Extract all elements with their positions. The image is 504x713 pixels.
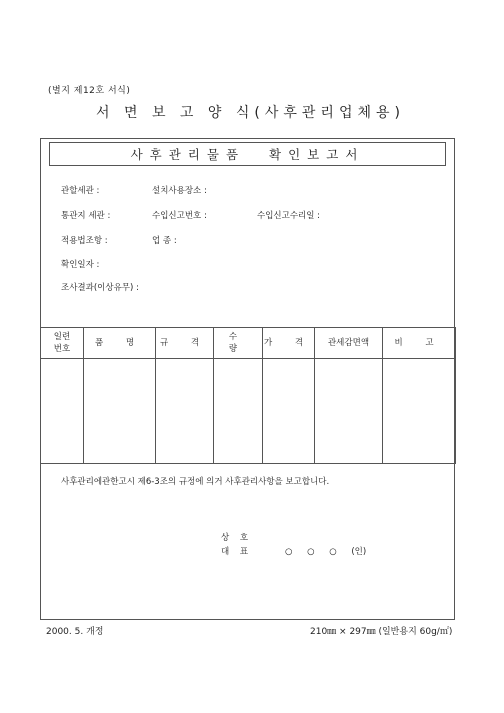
cell-item-name[interactable] <box>84 359 156 464</box>
header-price: 가 격 <box>263 328 315 359</box>
cell-duty-reduction[interactable] <box>315 359 383 464</box>
paper-spec: 210㎜ × 297㎜ (일반용지 60g/㎡) <box>310 627 453 637</box>
install-place-label: 설치사용장소 : <box>152 186 207 196</box>
representative-seal-marks: ○ ○ ○ (인) <box>285 547 367 557</box>
header-spec: 규 격 <box>156 328 214 359</box>
cell-quantity[interactable] <box>214 359 263 464</box>
cell-price[interactable] <box>263 359 315 464</box>
customs-office-label: 관할세관 : <box>61 186 100 196</box>
representative-label: 대 표 <box>221 547 253 557</box>
import-acceptance-date-label: 수입신고수리일 : <box>257 211 321 221</box>
cell-remarks[interactable] <box>383 359 456 464</box>
table-header-row <box>41 328 456 359</box>
import-declaration-number-label: 수입신고번호 : <box>152 211 207 221</box>
cell-serial-no[interactable] <box>41 359 84 464</box>
company-name-label: 상 호 <box>221 533 253 543</box>
form-heading: 서 면 보 고 양 식(사후관리업체용) <box>96 105 405 121</box>
cell-spec[interactable] <box>156 359 214 464</box>
applicable-law-label: 적용법조항 : <box>61 236 108 246</box>
revision-note: 2000. 5. 개정 <box>46 627 104 637</box>
inspection-result-label: 조사결과(이상유무) : <box>61 283 139 293</box>
report-title-part-2: 확인보고서 <box>269 147 365 162</box>
clearing-office-label: 통관지 세관 : <box>61 211 111 221</box>
report-title-part-1: 사후관리물품 <box>130 147 246 162</box>
business-type-label: 업 종 : <box>152 236 177 246</box>
header-item-name: 품 명 <box>84 328 156 359</box>
header-remarks: 비 고 <box>383 328 456 359</box>
check-date-label: 확인일자 : <box>61 260 100 270</box>
form-reference: (별지 제12호 서식) <box>48 86 131 96</box>
header-quantity: 수 량 <box>214 328 263 359</box>
table-row <box>41 359 456 464</box>
form-frame <box>40 138 455 620</box>
header-duty-reduction: 관세감면액 <box>315 328 383 359</box>
report-statement: 사후관리에관한고시 제6-3조의 규정에 의거 사후관리사항을 보고합니다. <box>61 477 330 487</box>
report-title-box <box>49 142 446 166</box>
header-serial-no: 일련 번호 <box>41 328 84 359</box>
items-table <box>40 327 456 464</box>
